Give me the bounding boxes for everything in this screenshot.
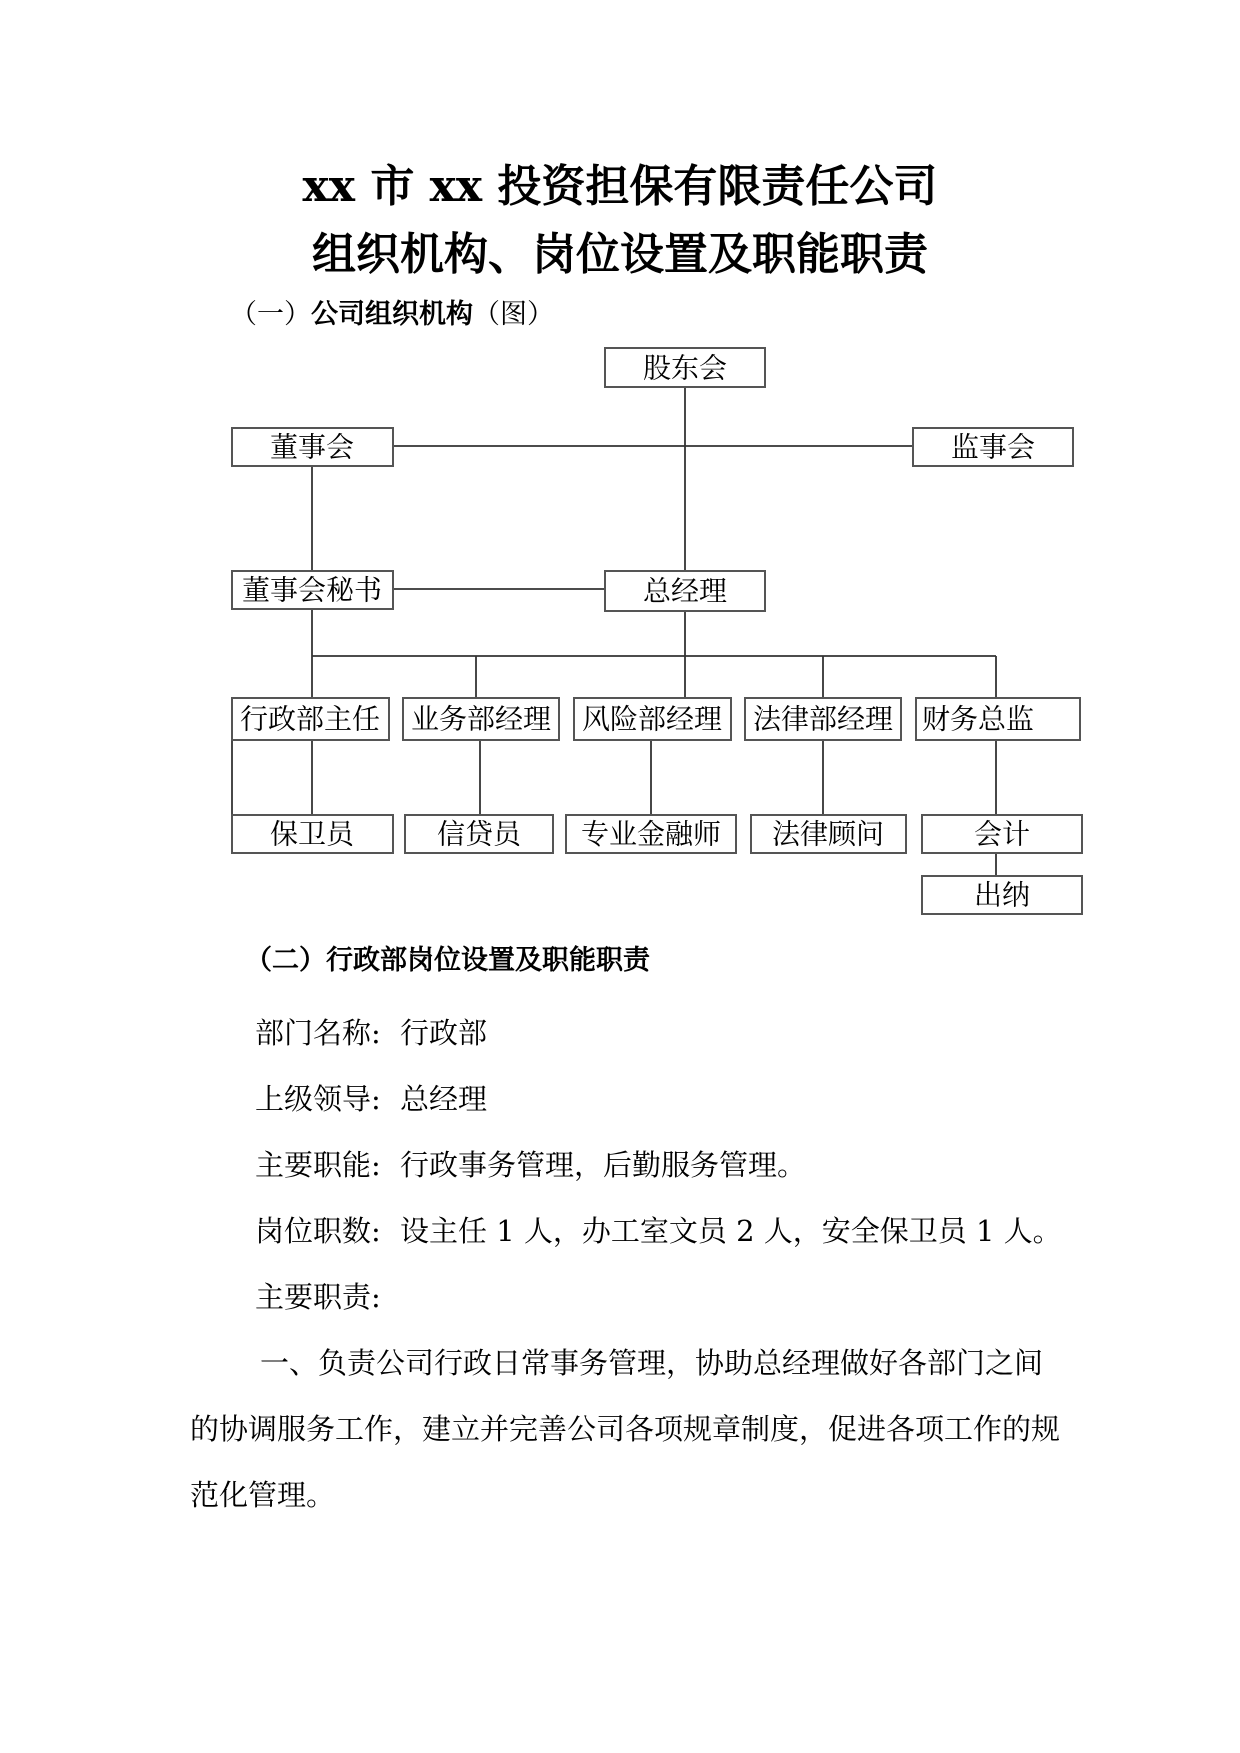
node-label: 总经理 bbox=[642, 574, 728, 608]
node-label: 股东会 bbox=[642, 351, 728, 385]
section-prefix: （一） bbox=[230, 299, 311, 330]
node-label: 财务总监 bbox=[921, 702, 1035, 736]
node-legal-advisor bbox=[751, 815, 906, 853]
field-key: 主要职能: bbox=[255, 1148, 381, 1182]
node-cashier bbox=[922, 876, 1082, 914]
node-label: 会计 bbox=[973, 817, 1031, 851]
node-board-secretary bbox=[232, 571, 393, 609]
node-label: 风险部经理 bbox=[581, 702, 723, 736]
field-key: 岗位职数: bbox=[255, 1214, 381, 1248]
field-dept-name bbox=[255, 1000, 487, 1066]
node-label: 专业金融师 bbox=[580, 817, 722, 851]
node-finance-professional bbox=[566, 815, 736, 853]
node-label: 董事会 bbox=[269, 430, 355, 464]
field-value: 行政部 bbox=[400, 1016, 488, 1050]
field-value: 行政事务管理，后勤服务管理。 bbox=[400, 1148, 807, 1182]
node-admin-head bbox=[232, 698, 389, 740]
node-board bbox=[232, 428, 393, 466]
field-value: 设主任 1 人，办工室文员 2 人，安全保卫员 1 人。 bbox=[400, 1214, 1062, 1248]
field-key: 部门名称: bbox=[255, 1016, 381, 1050]
field-superior bbox=[255, 1066, 487, 1132]
node-label: 行政部主任 bbox=[239, 702, 381, 736]
section-heading-admin-dept: （二）行政部岗位设置及职能职责 bbox=[245, 945, 650, 976]
document-title-line1: xx 市 xx 投资担保有限责任公司 bbox=[302, 161, 938, 212]
node-label: 业务部经理 bbox=[410, 702, 552, 736]
node-label: 保卫员 bbox=[269, 817, 355, 851]
section-bold-label: 公司组织机构 bbox=[311, 299, 473, 330]
node-label: 监事会 bbox=[950, 430, 1036, 464]
node-guard bbox=[232, 815, 393, 853]
node-cfo bbox=[916, 698, 1080, 740]
field-key: 上级领导: bbox=[255, 1082, 381, 1116]
duty-paragraph-1: 一、负责公司行政日常事务管理，协助总经理做好各部门之间的协调服务工作，建立并完善公司各项规章制度，促进各项工作的规范化管理。 bbox=[190, 1346, 1061, 1512]
field-key: 主要职责: bbox=[255, 1280, 381, 1314]
node-label: 法律部经理 bbox=[752, 702, 894, 736]
field-value: 总经理 bbox=[400, 1082, 488, 1116]
node-business-manager bbox=[403, 698, 559, 740]
node-risk-manager bbox=[574, 698, 731, 740]
document-title-line2: 组织机构、岗位设置及职能职责 bbox=[312, 229, 928, 280]
node-legal-manager bbox=[745, 698, 901, 740]
field-headcount bbox=[255, 1198, 1062, 1264]
field-main-duties bbox=[255, 1264, 400, 1330]
node-accountant bbox=[922, 815, 1082, 853]
node-general-manager bbox=[605, 571, 765, 611]
node-loan-officer bbox=[405, 815, 553, 853]
node-label: 董事会秘书 bbox=[241, 573, 383, 607]
section-suffix: （图） bbox=[473, 299, 554, 330]
node-label: 信贷员 bbox=[436, 817, 522, 851]
node-shareholders bbox=[605, 348, 765, 387]
node-label: 出纳 bbox=[973, 878, 1031, 912]
node-supervisors bbox=[913, 428, 1073, 466]
node-label: 法律顾问 bbox=[771, 817, 885, 851]
field-main-function bbox=[255, 1132, 806, 1198]
